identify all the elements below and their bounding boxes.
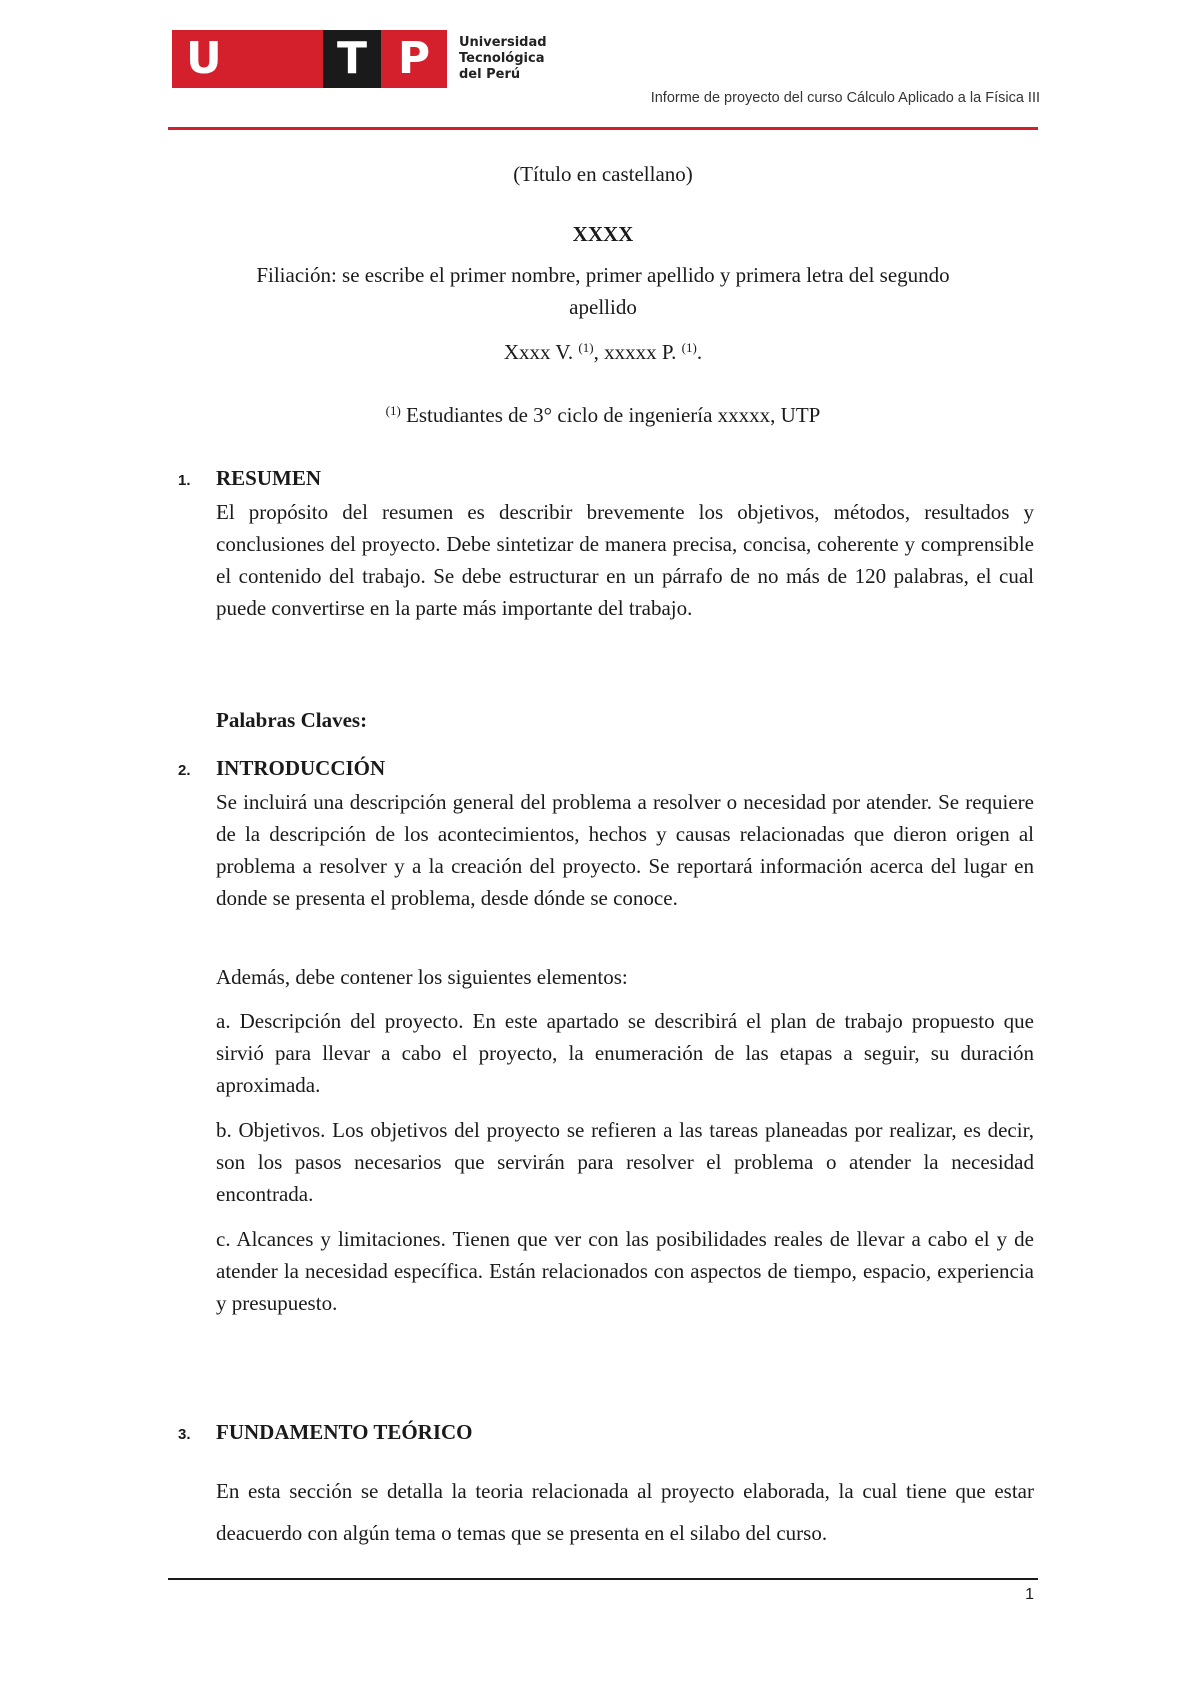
keywords-label: Palabras Claves: [216,708,368,732]
running-header: Informe de proyecto del curso Cálculo Aplicado a la Física III [650,90,1040,106]
section-1-title: RESUMEN [216,466,322,490]
affiliation-text: Estudiantes de 3° ciclo de ingeniería xxxxx, UTP [400,403,821,427]
authors-end: . [696,340,703,364]
section-2-paragraph-2: Además, debe contener los siguientes elementos: [216,965,628,989]
section-3-paragraph: En esta sección se detalla la teoria relacionada al proyecto elaborada, la cual tiene que estar deacuerdo con algún tema o temas que se presenta en el silabo del curso. [216,1479,1034,1545]
utp-logo [172,30,547,88]
filiacion-text: Filiación: se escribe el primer nombre, primer apellido y primera letra del segundo apellido [256,263,950,319]
section-2-number: 2. [178,762,191,779]
section-1-paragraph: El propósito del resumen es describir brevemente los objetivos, métodos, resultados y conclusiones del proyecto. Debe sintetizar de manera precisa, concisa, coherente y comprensible el contenido del trabajo. Se debe estructurar en un párrafo de no más de 120 palabras, el cual puede convertirse en la parte más importante del trabajo. [216,500,1034,620]
footer-rule [168,1578,1038,1580]
logo-line-1: Universidad [459,35,547,50]
affiliation-line [168,399,1038,431]
page-number: 1 [1025,1586,1034,1603]
doc-xxxx: XXXX [572,222,634,246]
logo-line-3: del Perú [459,67,521,82]
section-2-paragraph-1: Se incluirá una descripción general del problema a resolver o necesidad por atender. Se requiere de la descripción de los acontecimientos, hechos y causas relacionadas que dieron origen al problema a resolver y a la creación del proyecto. Se reportará información acerca del lugar en donde se presenta el problema, desde dónde se conoce. [216,790,1034,910]
affiliation-sup: (1) [385,403,401,418]
section-2-title: INTRODUCCIÓN [216,756,386,780]
section-2-item-b: b. Objetivos. Los objetivos del proyecto se refieren a las tareas planeadas por realizar, es decir, son los pasos necesarios que servirán para resolver el problema o atender la necesidad encontrada. [216,1118,1034,1206]
logo-letter-p: P [397,33,431,84]
author-2: , xxxxx P. [593,340,682,364]
author-1: Xxxx V. [503,340,579,364]
logo-wordmark [459,35,547,83]
section-3-number: 3. [178,1426,191,1443]
section-3-title: FUNDAMENTO TEÓRICO [216,1420,473,1444]
author-2-sup: (1) [681,340,697,355]
section-2-item-c: c. Alcances y limitaciones. Tienen que ver con las posibilidades reales de llevar a cabo el y de atender la necesidad específica. Están relacionados con aspectos de tiempo, espacio, experiencia y presupuesto. [216,1227,1034,1315]
author-1-sup: (1) [578,340,594,355]
header-rule [168,127,1038,130]
logo-line-2: Tecnológica [459,51,545,66]
logo-letter-t: T [336,33,367,84]
logo-black-block [323,30,381,88]
logo-red-block [172,30,324,88]
logo-letter-u: U [186,33,222,84]
doc-title: (Título en castellano) [513,162,693,186]
logo-red-block-2 [381,30,447,88]
section-2-item-a: a. Descripción del proyecto. En este apartado se describirá el plan de trabajo propuesto que sirvió para llevar a cabo el proyecto, la enumeración de las etapas a seguir, su duración aproximada. [216,1009,1034,1097]
authors-line [168,336,1038,368]
section-1-number: 1. [178,472,191,489]
